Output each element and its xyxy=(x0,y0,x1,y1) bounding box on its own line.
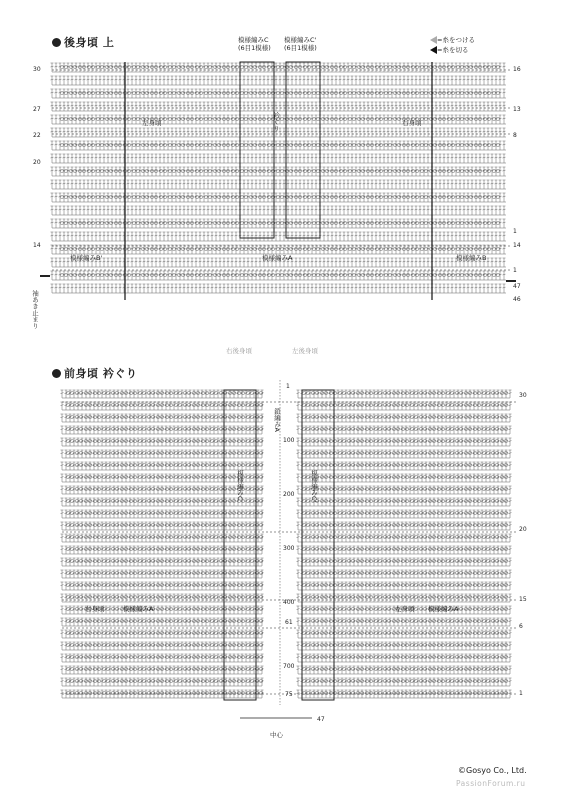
back-pattern-b2-label: 模様編みB' xyxy=(70,254,103,262)
back-right-num: 14 xyxy=(513,242,521,249)
back-right-num: 16 xyxy=(513,66,521,73)
left-back-body-label: 左後身頃 xyxy=(292,347,318,355)
chain-num: 100 xyxy=(283,437,295,444)
back-left-num: 14 xyxy=(33,242,41,249)
front-right-body-label: 右身頃 xyxy=(85,605,105,613)
back-right-num: 47 xyxy=(513,283,521,290)
pattern-c-label: 模様編みC xyxy=(238,36,269,44)
chain-num: 400 xyxy=(283,599,295,606)
front-pattern-c-label: 模様編みC xyxy=(236,470,244,501)
chain-num: 75 xyxy=(285,691,293,698)
chain-a-label: 鎖編みA xyxy=(273,408,281,432)
legend-cut: =糸を切る xyxy=(430,45,475,55)
pattern-c2-sub: (6目1模様) xyxy=(284,44,317,52)
chain-num: 200 xyxy=(283,491,295,498)
chain-num: 300 xyxy=(283,545,295,552)
back-body-title: 後身頃 上 xyxy=(52,34,114,50)
back-right-body-label: 右身頃 xyxy=(402,119,422,127)
front-right-num: 30 xyxy=(519,392,527,399)
front-right-num: 15 xyxy=(519,596,527,603)
front-pattern-c-box xyxy=(224,390,256,700)
front-right-pattern-a-label: 模様編みA xyxy=(123,605,154,613)
back-left-num: 20 xyxy=(33,159,41,166)
front-pattern-c2-box xyxy=(302,390,334,700)
front-body-title: 前身頃 衿ぐり xyxy=(52,365,137,381)
attach-yarn-icon xyxy=(430,36,437,44)
front-left-pattern-a-label: 模様編みA xyxy=(428,605,459,613)
back-left-body-label: 左身頃 xyxy=(142,119,162,127)
watermark: PassionForum.ru xyxy=(456,779,526,788)
front-right-num: 20 xyxy=(519,526,527,533)
copyright: ©Gosyo Co., Ltd. xyxy=(458,766,527,775)
back-right-num: 13 xyxy=(513,106,521,113)
chain-num: 1 xyxy=(286,383,290,390)
right-back-body-label: 右後身頃 xyxy=(226,347,252,355)
neckline-label: 衿ぐり xyxy=(272,112,280,132)
chain-num: 700 xyxy=(283,663,295,670)
back-left-num: 27 xyxy=(33,106,41,113)
legend-attach: =糸をつける xyxy=(430,35,475,45)
front-right-num: 6 xyxy=(519,623,523,630)
chain-num: 61 xyxy=(285,619,293,626)
back-right-num: 46 xyxy=(513,296,521,303)
front-right-num: 1 xyxy=(519,690,523,697)
back-left-num: 30 xyxy=(33,66,41,73)
front-pattern-c2-label: 模様編みC' xyxy=(310,470,318,503)
back-pattern-a-label: 模様編みA xyxy=(262,254,293,262)
front-bottom-num: 47 xyxy=(317,716,325,723)
back-right-num: 8 xyxy=(513,132,517,139)
pattern-c-sub: (6目1模様) xyxy=(238,44,271,52)
cut-yarn-icon xyxy=(430,46,437,54)
back-right-num: 1 xyxy=(513,228,517,235)
legend xyxy=(430,35,475,55)
back-pattern-b-label: 模様編みB xyxy=(456,254,487,262)
pattern-c2-label: 模様編みC' xyxy=(284,36,317,44)
front-left-body-label: 左身頃 xyxy=(395,605,415,613)
sleeve-stop-label: 袖あき止まり xyxy=(31,290,39,329)
center-label: 中心 xyxy=(270,731,283,739)
back-left-num: 22 xyxy=(33,132,41,139)
back-right-num: 1 xyxy=(513,267,517,274)
